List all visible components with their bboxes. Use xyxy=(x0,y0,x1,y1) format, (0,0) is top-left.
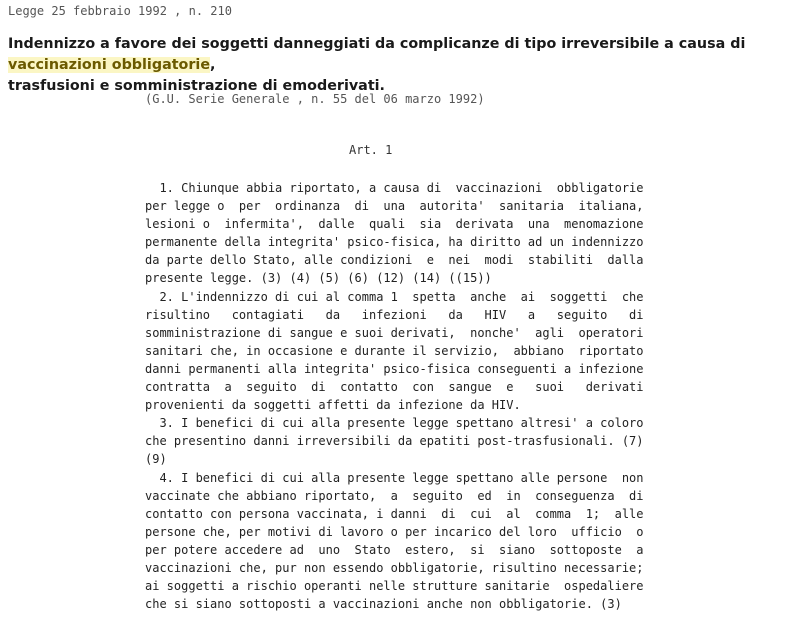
text-line: 4. I benefici di cui alla presente legge spettano alle persone non xyxy=(145,470,644,485)
paragraph-4 xyxy=(145,469,644,614)
text-line: contratta a seguito di contatto con sangue e suoi derivati xyxy=(145,380,644,395)
article-heading: Art. 1 xyxy=(349,143,393,157)
article-body xyxy=(145,179,644,613)
text-line: somministrazione di sangue e suoi derivati, nonche' agli operatori xyxy=(145,325,644,340)
text-line: danni permanenti alla integrita' psico-fisica conseguenti a infezione xyxy=(145,361,644,376)
text-line: ai soggetti a rischio operanti nelle strutture sanitarie ospedaliere xyxy=(145,579,644,594)
title-text-after: , xyxy=(210,57,216,73)
paragraph-3 xyxy=(145,414,644,468)
text-line: per potere accedere ad uno Stato estero, si siano sottoposte a xyxy=(145,542,644,557)
text-line: vaccinate che abbiano riportato, a seguito ed in conseguenza di xyxy=(145,488,644,503)
highlighted-search-term: vaccinazioni obbligatorie xyxy=(8,57,211,73)
text-line: da parte dello Stato, alle condizioni e nei modi stabiliti dalla xyxy=(145,253,644,268)
text-line: che si siano sottoposti a vaccinazioni anche non obbligatorie. (3) xyxy=(145,597,622,612)
text-line: risultino contagiati da infezioni da HIV a seguito di xyxy=(145,307,644,322)
text-line: contatto con persona vaccinata, i danni di cui al comma 1; alle xyxy=(145,506,644,521)
text-line: che presentino danni irreversibili da epatiti post-trasfusionali. (7) xyxy=(145,434,644,449)
paragraph-2 xyxy=(145,288,644,415)
title-line-2: trasfusioni e somministrazione di emoderivati. xyxy=(8,78,385,94)
title-text-before: Indennizzo a favore dei soggetti danneggiati da complicanze di tipo irreversibile a causa di xyxy=(8,36,746,52)
text-line: permanente della integrita' psico-fisica, ha diritto ad un indennizzo xyxy=(145,235,644,250)
text-line: 1. Chiunque abbia riportato, a causa di vaccinazioni obbligatorie xyxy=(145,181,644,195)
text-line: persone che, per motivi di lavoro o per incarico del loro ufficio o xyxy=(145,524,644,539)
gazette-reference: (G.U. Serie Generale , n. 55 del 06 marzo 1992) xyxy=(145,92,485,106)
text-line: 3. I benefici di cui alla presente legge spettano altresi' a coloro xyxy=(145,416,644,431)
text-line: presente legge. (3) (4) (5) (6) (12) (14) ((15)) xyxy=(145,271,492,286)
text-line: lesioni o infermita', dalle quali sia derivata una menomazione xyxy=(145,217,644,232)
text-line: sanitari che, in occasione e durante il servizio, abbiano riportato xyxy=(145,343,644,358)
text-line: provenienti da soggetti affetti da infezione da HIV. xyxy=(145,398,521,413)
law-title xyxy=(8,34,808,97)
text-line: 2. L'indennizzo di cui al comma 1 spetta anche ai soggetti che xyxy=(145,289,644,304)
text-line: vaccinazioni che, pur non essendo obbligatorie, risultino necessarie; xyxy=(145,560,644,575)
text-line: per legge o per ordinanza di una autorita' sanitaria italiana, xyxy=(145,199,644,214)
law-reference: Legge 25 febbraio 1992 , n. 210 xyxy=(8,4,232,18)
paragraph-1 xyxy=(145,179,644,288)
text-line: (9) xyxy=(145,452,167,467)
